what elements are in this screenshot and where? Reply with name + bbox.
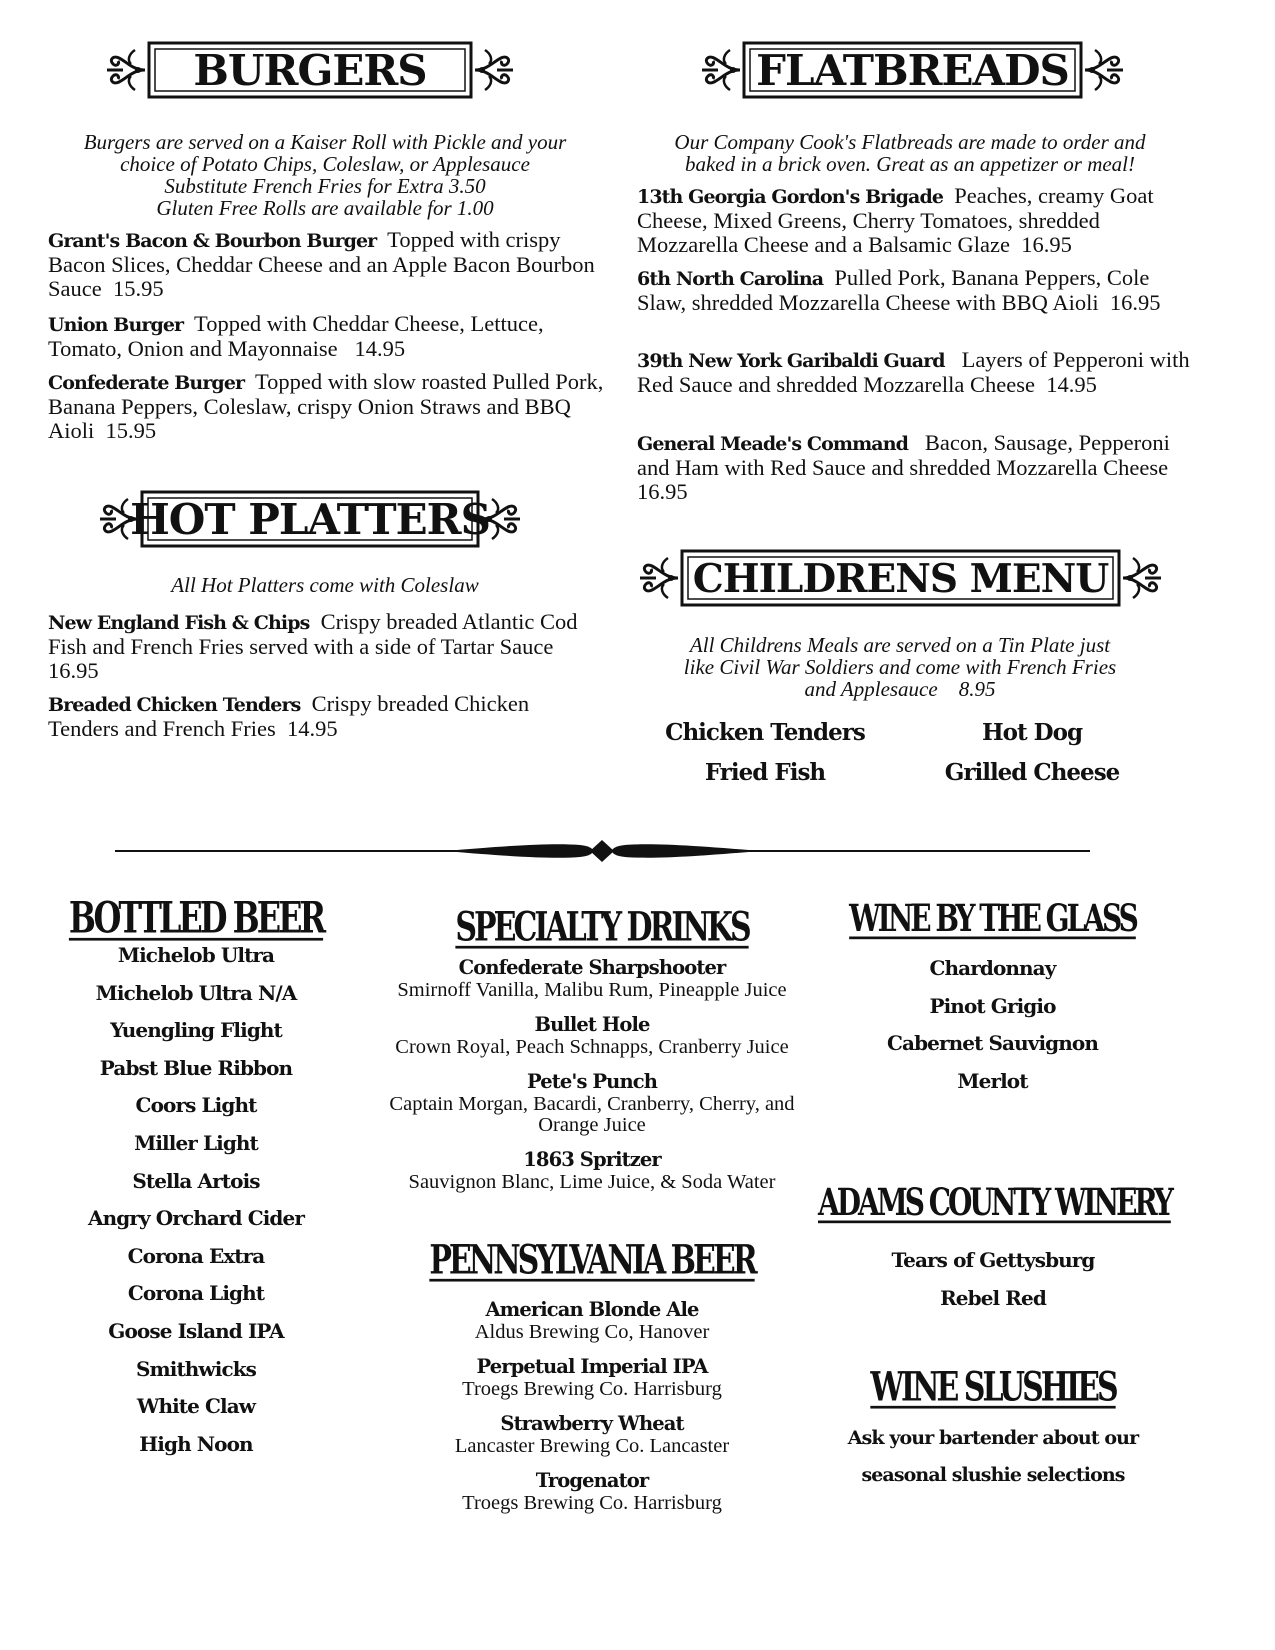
item-name: Union Burger xyxy=(48,314,184,336)
list-item: Michelob Ultra xyxy=(117,943,275,967)
drink-item-spritzer xyxy=(352,1147,832,1193)
pennsylvania-beer-title: PENNSYLVANIA BEER xyxy=(429,1237,755,1285)
list-item: Stella Artois xyxy=(132,1168,260,1193)
item-price: 16.95 xyxy=(637,479,688,504)
list-item: Corona Extra xyxy=(127,1243,265,1268)
list-item: Rebel Red xyxy=(940,1285,1046,1310)
list-item: Goose Island IPA xyxy=(108,1318,284,1343)
item-name: Confederate Burger xyxy=(48,372,245,394)
childrens-intro: All Childrens Meals are served on a Tin Plate just like Civil War Soldiers and come with French Fries and Applesauce 8.95 xyxy=(683,633,1117,701)
list-item: White Claw xyxy=(136,1394,256,1419)
list-item: Merlot xyxy=(957,1068,1028,1093)
brewery: Lancaster Brewing Co. Lancaster xyxy=(454,1435,730,1457)
list-item: Corona Light xyxy=(127,1281,265,1306)
hot-platters-intro: All Hot Platters come with Coleslaw xyxy=(171,573,479,597)
brewery: Aldus Brewing Co, Hanover xyxy=(474,1321,710,1343)
list-item: Yuengling Flight xyxy=(110,1018,282,1043)
flatbread-item-georgia: 13th Georgia Gordon's Brigade Peaches, creamy Goat Cheese, Mixed Greens, Cherry Tomatoes, shredded Mozzarella Cheese and a Balsamic Glaze 16.95 xyxy=(637,183,1154,257)
platter-item-fish-chips: New England Fish & Chips Crispy breaded Atlantic Cod Fish and French Fries served with a side of Tartar Sauce 16.95 xyxy=(48,609,578,683)
drink-name: Confederate Sharpshooter xyxy=(458,956,726,979)
hot-platters-heading-frame xyxy=(98,489,522,549)
flatbreads-heading-frame xyxy=(700,40,1125,100)
burgers-intro: Burgers are served on a Kaiser Roll with Pickle and your choice of Potato Chips, Coleslaw, or Applesauce Substitute French Fries for Extra 3.50 Gluten Free Rolls are available for 1.00 xyxy=(83,130,567,220)
kids-item-grilled-cheese: Grilled Cheese xyxy=(944,759,1120,786)
brewery: Troegs Brewing Co. Harrisburg xyxy=(462,1492,722,1514)
item-price: 15.95 xyxy=(112,276,164,301)
pa-beer-item-blonde-ale xyxy=(352,1297,832,1343)
drink-desc: Captain Morgan, Bacardi, Cranberry, Cherry, and xyxy=(389,1093,795,1115)
platter-item-chicken-tenders: Breaded Chicken Tenders Crispy breaded Chicken Tenders and French Fries 14.95 xyxy=(48,691,530,741)
ornamental-divider-icon xyxy=(115,838,1090,864)
pa-beer-item-strawberry-wheat xyxy=(352,1411,832,1457)
burgers-heading-frame xyxy=(105,40,515,100)
list-item: Pinot Grigio xyxy=(929,993,1056,1018)
pa-beer-item-trogenator xyxy=(352,1468,832,1514)
kids-item-chicken-tenders: Chicken Tenders xyxy=(665,719,865,746)
childrens-title: CHILDRENS MENU xyxy=(692,556,1109,602)
list-item: Angry Orchard Cider xyxy=(88,1206,304,1231)
bottled-beer-list xyxy=(36,937,356,1463)
item-name: 39th New York Garibaldi Guard xyxy=(637,350,945,372)
wine-slushies-title: WINE SLUSHIES xyxy=(870,1364,1116,1412)
childrens-price: 8.95 xyxy=(958,677,996,701)
wine-slushies-text: Ask your bartender about our seasonal slushie selections xyxy=(847,1427,1139,1486)
list-item: Miller Light xyxy=(134,1130,258,1155)
hot-platters-title: HOT PLATTERS xyxy=(130,495,490,544)
list-item: Tears of Gettysburg xyxy=(891,1248,1095,1272)
burger-item-confederate: Confederate Burger Topped with slow roasted Pulled Pork, Banana Peppers, Coleslaw, crispy Onion Straws and BBQ Aioli 15.95 xyxy=(48,369,604,443)
list-item: Pabst Blue Ribbon xyxy=(99,1055,293,1080)
beer-name: Trogenator xyxy=(535,1469,649,1492)
drink-name: 1863 Spritzer xyxy=(523,1148,661,1171)
list-item: Chardonnay xyxy=(929,956,1056,980)
burger-item-grants: Grant's Bacon & Bourbon Burger Topped with crispy Bacon Slices, Cheddar Cheese and an Apple Bacon Bourbon Sauce 15.95 xyxy=(48,227,595,301)
drink-name: Pete's Punch xyxy=(527,1070,657,1093)
list-item: High Noon xyxy=(139,1431,253,1456)
list-item: Michelob Ultra N/A xyxy=(95,980,297,1005)
burgers-title: BURGERS xyxy=(193,46,427,95)
item-price: 16.95 xyxy=(48,658,99,683)
flatbread-item-new-york: 39th New York Garibaldi Guard Layers of Pepperoni with Red Sauce and shredded Mozzarella Cheese 14.95 xyxy=(637,347,1190,397)
item-name: New England Fish & Chips xyxy=(48,612,310,634)
item-price: 14.95 xyxy=(354,336,406,361)
item-name: Grant's Bacon & Bourbon Burger xyxy=(48,230,377,252)
wine-glass-list xyxy=(830,950,1155,1100)
flatbreads-intro: Our Company Cook's Flatbreads are made to order and baked in a brick oven. Great as an appetizer or meal! xyxy=(674,130,1146,176)
drink-item-sharpshooter xyxy=(352,955,832,1001)
item-price: 15.95 xyxy=(105,418,157,443)
specialty-drinks-title: SPECIALTY DRINKS xyxy=(455,904,749,952)
item-name: General Meade's Command xyxy=(637,433,909,455)
burger-item-union: Union Burger Topped with Cheddar Cheese, Lettuce, Tomato, Onion and Mayonnaise 14.95 xyxy=(48,311,544,361)
beer-name: Perpetual Imperial IPA xyxy=(476,1355,708,1378)
list-item: Cabernet Sauvignon xyxy=(887,1031,1098,1056)
drink-desc: Sauvignon Blanc, Lime Juice, & Soda Water xyxy=(408,1171,776,1193)
beer-name: American Blonde Ale xyxy=(485,1298,699,1321)
drink-desc: Smirnoff Vanilla, Malibu Rum, Pineapple Juice xyxy=(397,979,787,1001)
flatbreads-title: FLATBREADS xyxy=(756,46,1069,95)
brewery: Troegs Brewing Co. Harrisburg xyxy=(462,1378,722,1400)
flatbread-item-north-carolina: 6th North Carolina Pulled Pork, Banana Peppers, Cole Slaw, shredded Mozzarella Cheese with BBQ Aioli 16.95 xyxy=(637,265,1161,315)
flatbread-item-meade: General Meade's Command Bacon, Sausage, Pepperoni and Ham with Red Sauce and shredded Mozzarella Cheese 16.95 xyxy=(637,430,1170,504)
wine-by-the-glass-title: WINE BY THE GLASS xyxy=(849,896,1136,941)
pa-beer-item-imperial-ipa xyxy=(352,1354,832,1400)
item-price: 16.95 xyxy=(1021,232,1072,257)
item-name: 13th Georgia Gordon's Brigade xyxy=(637,186,944,208)
kids-item-hot-dog: Hot Dog xyxy=(981,719,1083,746)
item-price: 14.95 xyxy=(1046,372,1097,397)
item-price: 16.95 xyxy=(1109,290,1161,315)
drink-desc: Crown Royal, Peach Schnapps, Cranberry Juice xyxy=(395,1036,789,1058)
item-name: 6th North Carolina xyxy=(637,268,824,290)
childrens-heading-frame xyxy=(638,548,1163,608)
list-item: Smithwicks xyxy=(135,1356,257,1381)
item-price: 14.95 xyxy=(287,716,338,741)
drink-item-bullet-hole xyxy=(352,1012,832,1058)
list-item: Coors Light xyxy=(135,1093,257,1118)
bottled-beer-title: BOTTLED BEER xyxy=(68,892,324,944)
kids-item-fried-fish: Fried Fish xyxy=(704,759,826,786)
item-name: Breaded Chicken Tenders xyxy=(48,694,301,716)
adams-county-winery-title: ADAMS COUNTY WINERY xyxy=(818,1180,1171,1225)
adams-winery-list xyxy=(818,1242,1168,1317)
drink-desc: Orange Juice xyxy=(538,1114,646,1136)
beer-name: Strawberry Wheat xyxy=(500,1412,684,1435)
drink-name: Bullet Hole xyxy=(534,1013,650,1036)
drink-item-petes-punch xyxy=(352,1069,832,1136)
